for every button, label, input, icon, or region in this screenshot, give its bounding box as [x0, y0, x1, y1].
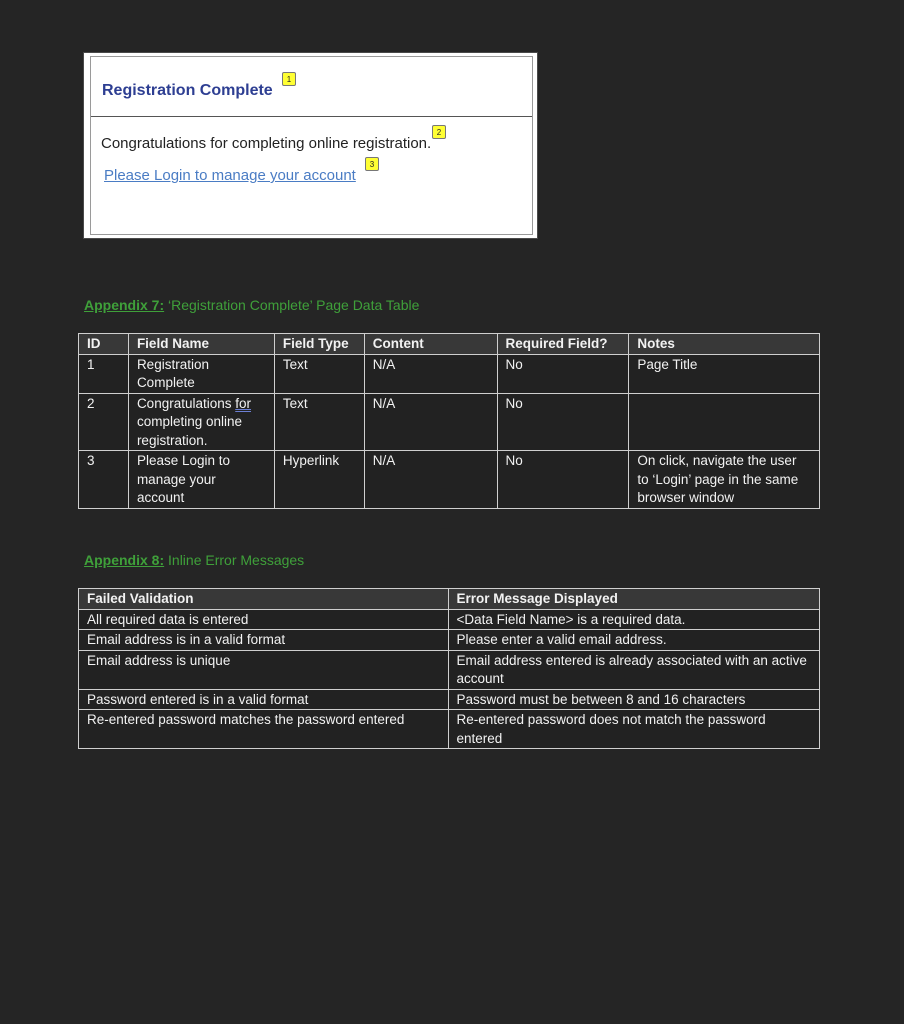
cell-field-type: Text — [274, 393, 364, 451]
field-name-part: completing online registration. — [136, 414, 243, 448]
table-row — [79, 689, 820, 710]
table-row — [79, 710, 820, 749]
cell-notes — [629, 393, 820, 451]
table-row — [79, 451, 820, 509]
cell-content: N/A — [364, 393, 497, 451]
header-required-field: Required Field? — [497, 334, 629, 355]
mockup-header — [91, 57, 532, 117]
table-row — [79, 650, 820, 689]
cell-field-type: Text — [274, 354, 364, 393]
appendix-7-title: ‘Registration Complete’ Page Data Table — [164, 297, 420, 313]
header-field-name: Field Name — [128, 334, 274, 355]
header-error-message: Error Message Displayed — [448, 589, 820, 610]
mockup-login-link[interactable]: Please Login to manage your account — [104, 167, 356, 184]
cell-required: No — [497, 451, 629, 509]
cell-validation: Password entered is in a valid format — [79, 689, 449, 710]
appendix-7-label: Appendix 7: — [84, 297, 165, 313]
cell-id: 2 — [79, 393, 129, 451]
cell-error-message: Password must be between 8 and 16 characters — [448, 689, 820, 710]
mockup-page-title: Registration Complete — [102, 82, 273, 99]
cell-error-message: Re-entered password does not match the password entered — [448, 710, 820, 749]
cell-error-message: <Data Field Name> is a required data. — [448, 609, 820, 630]
error-messages-table — [78, 588, 820, 749]
cell-validation: Email address is unique — [79, 650, 449, 689]
cell-field-name — [128, 393, 274, 451]
annotation-marker-1: 1 — [282, 72, 296, 86]
header-notes: Notes — [629, 334, 820, 355]
cell-content: N/A — [364, 354, 497, 393]
cell-id: 3 — [79, 451, 129, 509]
table-row — [79, 609, 820, 630]
table-row — [79, 393, 820, 451]
registration-complete-mockup — [83, 52, 538, 239]
cell-field-name: Registration Complete — [128, 354, 274, 393]
annotation-marker-2: 2 — [432, 125, 446, 139]
cell-validation: All required data is entered — [79, 609, 449, 630]
page-data-table — [78, 333, 820, 509]
cell-id: 1 — [79, 354, 129, 393]
cell-notes: Page Title — [629, 354, 820, 393]
spellcheck-flagged-word: for — [235, 395, 252, 411]
table-row — [79, 630, 820, 651]
table-row — [79, 354, 820, 393]
table-header-row — [79, 334, 820, 355]
field-name-part: Congratulations — [136, 395, 236, 411]
appendix-8-heading — [84, 552, 304, 568]
cell-required: No — [497, 354, 629, 393]
cell-field-type: Hyperlink — [274, 451, 364, 509]
appendix-8-label: Appendix 8: — [84, 552, 165, 568]
cell-required: No — [497, 393, 629, 451]
header-content: Content — [364, 334, 497, 355]
cell-error-message: Please enter a valid email address. — [448, 630, 820, 651]
header-failed-validation: Failed Validation — [79, 589, 449, 610]
mockup-frame — [90, 56, 533, 235]
header-field-type: Field Type — [274, 334, 364, 355]
header-id: ID — [79, 334, 129, 355]
annotation-marker-3: 3 — [365, 157, 379, 171]
cell-field-name: Please Login to manage your account — [128, 451, 274, 509]
mockup-congratulations-message: Congratulations for completing online registration. — [101, 135, 432, 152]
cell-content: N/A — [364, 451, 497, 509]
table-header-row — [79, 589, 820, 610]
cell-error-message: Email address entered is already associated with an active account — [448, 650, 820, 689]
cell-validation: Re-entered password matches the password entered — [79, 710, 449, 749]
appendix-8-title: Inline Error Messages — [164, 552, 305, 568]
cell-notes: On click, navigate the user to ‘Login’ page in the same browser window — [629, 451, 820, 509]
cell-validation: Email address is in a valid format — [79, 630, 449, 651]
appendix-7-heading — [84, 297, 419, 313]
